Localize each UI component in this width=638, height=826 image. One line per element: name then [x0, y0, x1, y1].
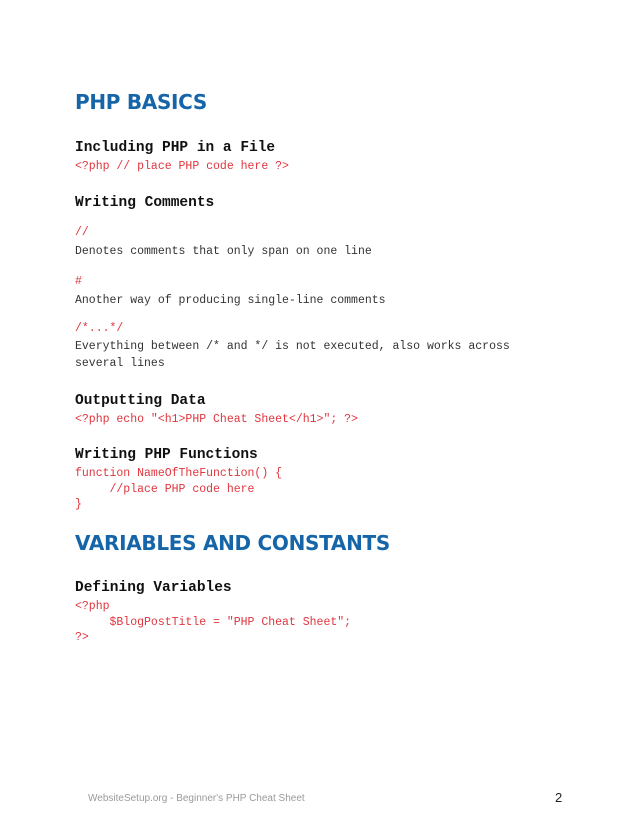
- footer-text: WebsiteSetup.org - Beginner's PHP Cheat Sheet: [88, 793, 305, 804]
- code-comment-double-slash: //: [75, 226, 89, 239]
- heading-including-php: Including PHP in a File: [75, 140, 276, 156]
- desc-comment-block: Everything between /* and */ is not executed, also works across several lines: [75, 340, 510, 370]
- code-outputting-data: <?php echo "<h1>PHP Cheat Sheet</h1>"; ?>: [75, 413, 358, 426]
- section-title-php-basics: PHP BASICS: [75, 90, 208, 114]
- code-comment-hash: #: [75, 275, 82, 288]
- heading-outputting-data: Outputting Data: [75, 393, 206, 409]
- desc-comment-hash: Another way of producing single-line comments: [75, 294, 386, 307]
- code-including-php: <?php // place PHP code here ?>: [75, 160, 289, 173]
- code-writing-functions: function NameOfTheFunction() { //place PHP code here }: [75, 467, 283, 511]
- heading-defining-variables: Defining Variables: [75, 580, 232, 596]
- desc-comment-double-slash: Denotes comments that only span on one line: [75, 245, 372, 258]
- heading-writing-functions: Writing PHP Functions: [75, 447, 258, 463]
- page-number: 2: [555, 790, 563, 805]
- section-title-variables-constants: VARIABLES AND CONSTANTS: [75, 531, 390, 555]
- code-comment-block: /*...*/: [75, 322, 124, 335]
- code-defining-variables: <?php $BlogPostTitle = "PHP Cheat Sheet"; ?>: [75, 600, 352, 644]
- heading-writing-comments: Writing Comments: [75, 195, 215, 211]
